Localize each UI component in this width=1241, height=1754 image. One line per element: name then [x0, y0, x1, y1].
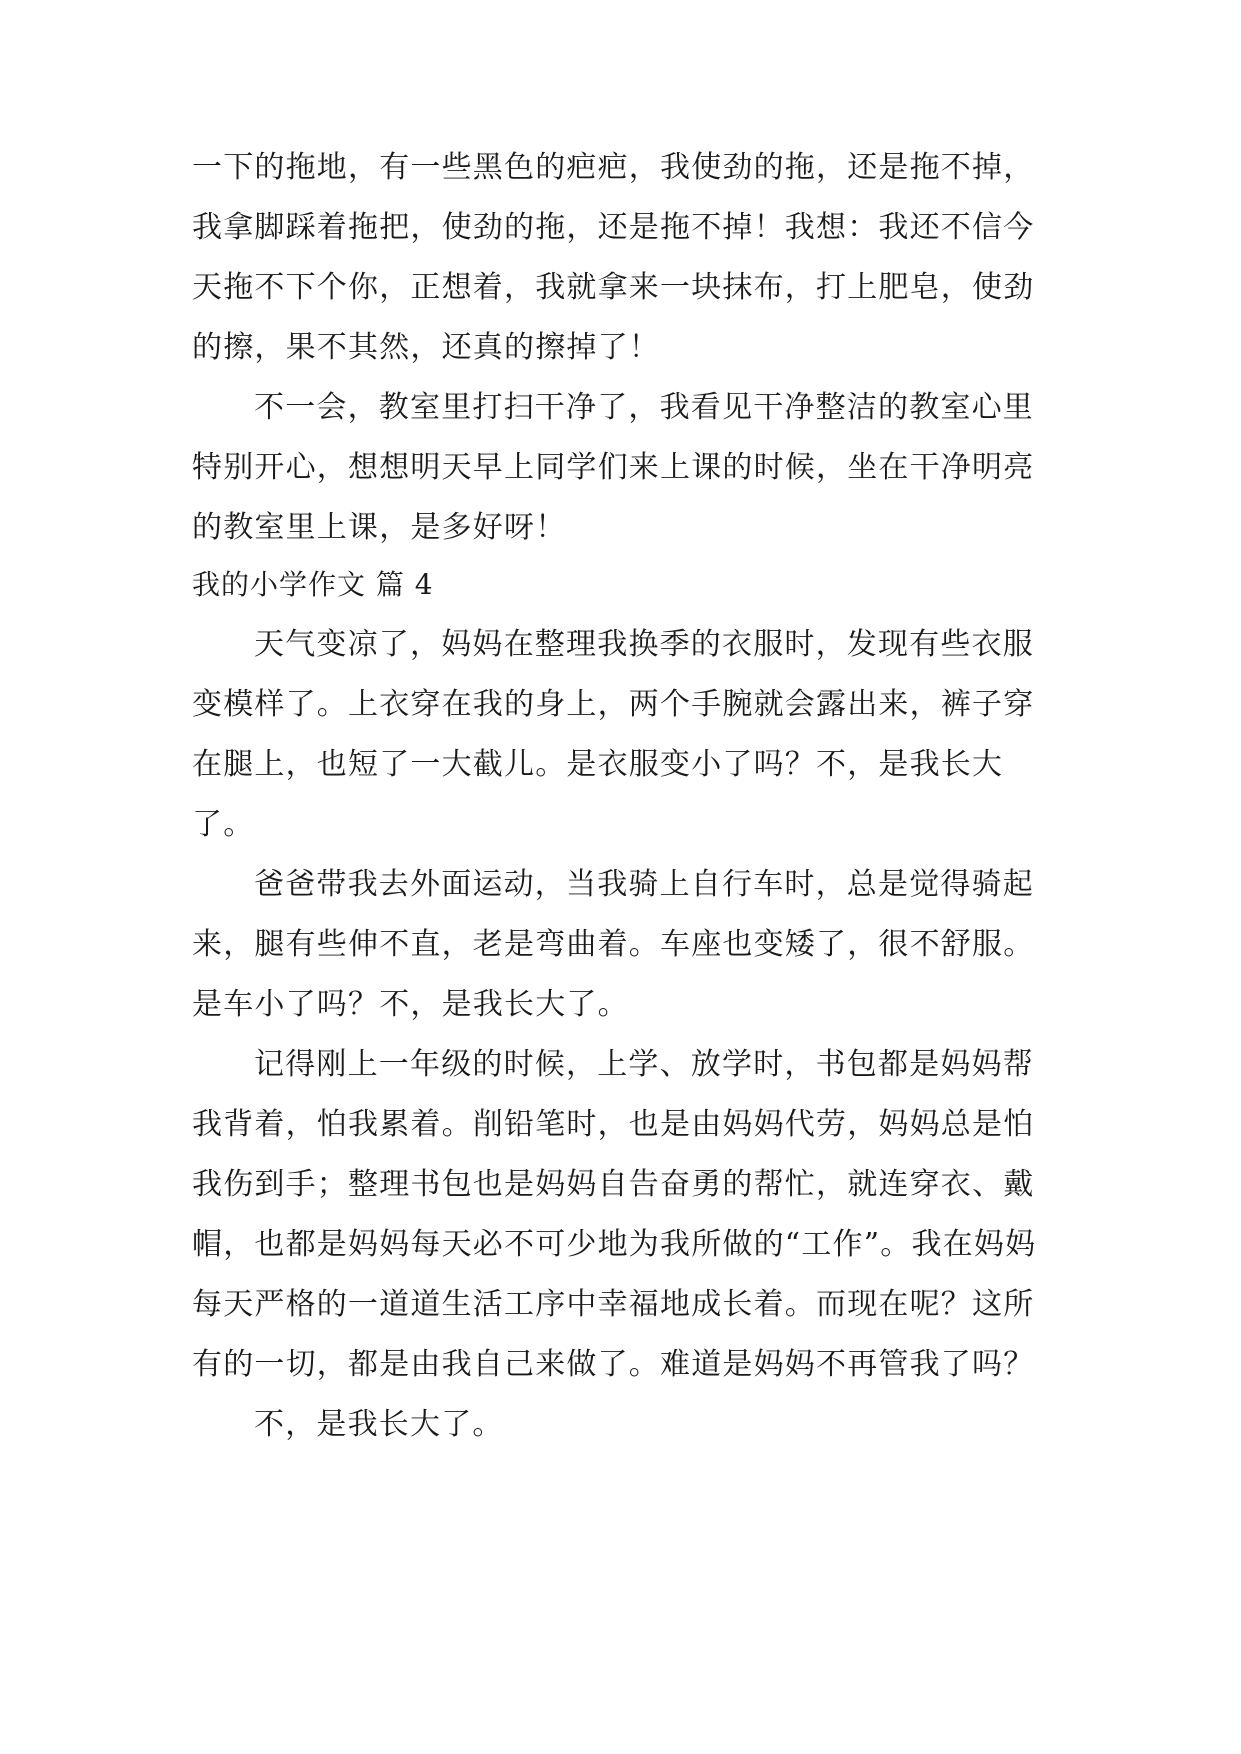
paragraph: 天气变凉了，妈妈在整理我换季的衣服时，发现有些衣服变模样了。上衣穿在我的身上，两个手腕就会露出来，裤子穿在腿上，也短了一大截儿。是衣服变小了吗？不，是我长大了。	[192, 627, 1035, 842]
essay-3-continuation	[192, 138, 1050, 558]
paragraph: 记得刚上一年级的时候，上学、放学时，书包都是妈妈帮我背着，怕我累着。削铅笔时，也是由妈妈代劳，妈妈总是怕我伤到手；整理书包也是妈妈自告奋勇的帮忙，就连穿衣、戴帽，也都是妈妈每天必不可少地为我所做的“工作”。我在妈妈每天严格的一道道生活工序中幸福地成长着。而现在呢？这所有的一切，都是由我自己来做了。难道是妈妈不再管我了吗？	[192, 1047, 1037, 1382]
section-heading: 我的小学作文 篇 4	[192, 568, 434, 601]
essay-4	[192, 555, 1050, 1455]
paragraph: 不一会，教室里打扫干净了，我看见干净整洁的教室心里特别开心，想想明天早上同学们来上课的时候，坐在干净明亮的教室里上课，是多好呀！	[192, 390, 1035, 545]
paragraph: 一下的拖地，有一些黑色的疤疤，我使劲的拖，还是拖不掉，我拿脚踩着拖把，使劲的拖，还是拖不掉！我想：我还不信今天拖不下个你，正想着，我就拿来一块抹布，打上肥皂，使劲的擦，果不其然，还真的擦掉了！	[192, 150, 1035, 365]
paragraph: 爸爸带我去外面运动，当我骑上自行车时，总是觉得骑起来，腿有些伸不直，老是弯曲着。车座也变矮了，很不舒服。是车小了吗？不，是我长大了。	[192, 867, 1035, 1022]
paragraph: 不，是我长大了。	[254, 1407, 504, 1442]
